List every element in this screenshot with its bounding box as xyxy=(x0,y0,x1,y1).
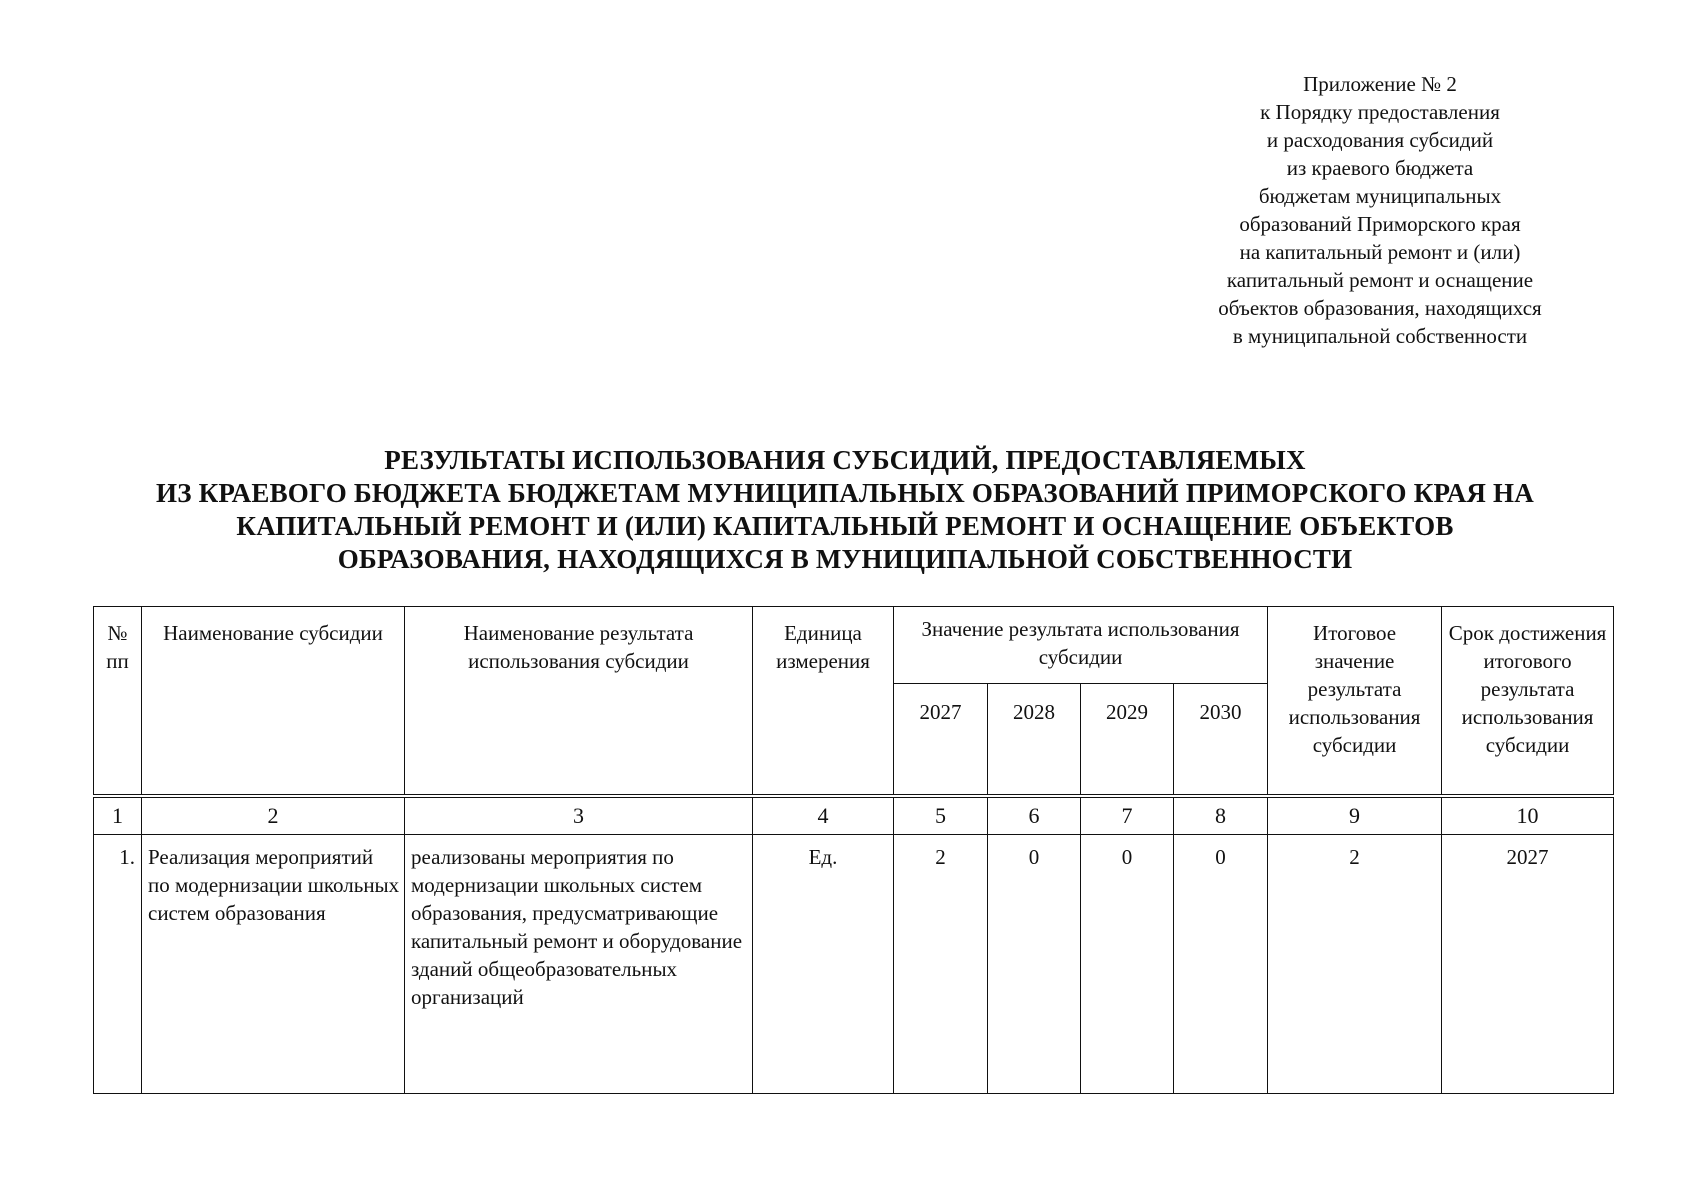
row-deadline: 2027 xyxy=(1442,835,1614,1094)
table-header-row xyxy=(94,607,1614,684)
title-line: ОБРАЗОВАНИЯ, НАХОДЯЩИХСЯ В МУНИЦИПАЛЬНОЙ СОБСТВЕННОСТИ xyxy=(337,544,1353,574)
column-number: 5 xyxy=(894,796,988,835)
header-num: № пп xyxy=(94,607,142,797)
appendix-line: образований Приморского края xyxy=(1239,212,1521,236)
row-num: 1. xyxy=(94,835,142,1094)
row-unit: Ед. xyxy=(753,835,894,1094)
column-number: 8 xyxy=(1174,796,1268,835)
appendix-line: Приложение № 2 xyxy=(1303,72,1457,96)
appendix-line: бюджетам муниципальных xyxy=(1258,184,1502,208)
appendix-line: на капитальный ремонт и (или) xyxy=(1239,240,1521,264)
column-number: 3 xyxy=(405,796,753,835)
row-value-2027: 2 xyxy=(894,835,988,1094)
title-line: ИЗ КРАЕВОГО БЮДЖЕТА БЮДЖЕТАМ МУНИЦИПАЛЬНЫХ ОБРАЗОВАНИЙ ПРИМОРСКОГО КРАЯ НА xyxy=(156,478,1534,508)
table-row xyxy=(94,835,1614,1094)
appendix-note xyxy=(1150,70,1610,350)
appendix-line: в муниципальной собственности xyxy=(1232,324,1528,348)
row-value-2028: 0 xyxy=(988,835,1081,1094)
row-value-2029: 0 xyxy=(1081,835,1174,1094)
header-value-group: Значение результата использования субсидии xyxy=(894,607,1268,684)
title-line: РЕЗУЛЬТАТЫ ИСПОЛЬЗОВАНИЯ СУБСИДИЙ, ПРЕДОСТАВЛЯЕМЫХ xyxy=(384,445,1306,475)
column-number: 1 xyxy=(94,796,142,835)
column-number: 6 xyxy=(988,796,1081,835)
column-number: 4 xyxy=(753,796,894,835)
header-subsidy-name: Наименование субсидии xyxy=(142,607,405,797)
header-final-value: Итоговое значение результата использования субсидии xyxy=(1268,607,1442,797)
row-final-value: 2 xyxy=(1268,835,1442,1094)
header-year: 2028 xyxy=(988,684,1081,797)
appendix-line: к Порядку предоставления xyxy=(1260,100,1500,124)
row-value-2030: 0 xyxy=(1174,835,1268,1094)
column-number: 7 xyxy=(1081,796,1174,835)
header-year: 2030 xyxy=(1174,684,1268,797)
column-number: 9 xyxy=(1268,796,1442,835)
column-number: 2 xyxy=(142,796,405,835)
header-deadline: Срок достижения итогового результата использования субсидии xyxy=(1442,607,1614,797)
results-table xyxy=(93,606,1614,1094)
row-subsidy-name: Реализация мероприятий по модернизации школьных систем образования xyxy=(142,835,405,1094)
appendix-line: капитальный ремонт и оснащение xyxy=(1226,268,1534,292)
title-line: КАПИТАЛЬНЫЙ РЕМОНТ И (ИЛИ) КАПИТАЛЬНЫЙ РЕМОНТ И ОСНАЩЕНИЕ ОБЪЕКТОВ xyxy=(236,511,1454,541)
column-number-row xyxy=(94,796,1614,835)
header-result-name: Наименование результата использования субсидии xyxy=(405,607,753,797)
document-title xyxy=(60,444,1630,576)
row-result-name: реализованы мероприятия по модернизации школьных систем образования, предусматривающие капитальный ремонт и оборудование зданий общеобразовательных организаций xyxy=(405,835,753,1094)
header-year: 2029 xyxy=(1081,684,1174,797)
appendix-line: из краевого бюджета xyxy=(1286,156,1474,180)
appendix-line: и расходования субсидий xyxy=(1266,128,1494,152)
appendix-line: объектов образования, находящихся xyxy=(1218,296,1542,320)
column-number: 10 xyxy=(1442,796,1614,835)
header-unit: Единица измерения xyxy=(753,607,894,797)
header-year: 2027 xyxy=(894,684,988,797)
